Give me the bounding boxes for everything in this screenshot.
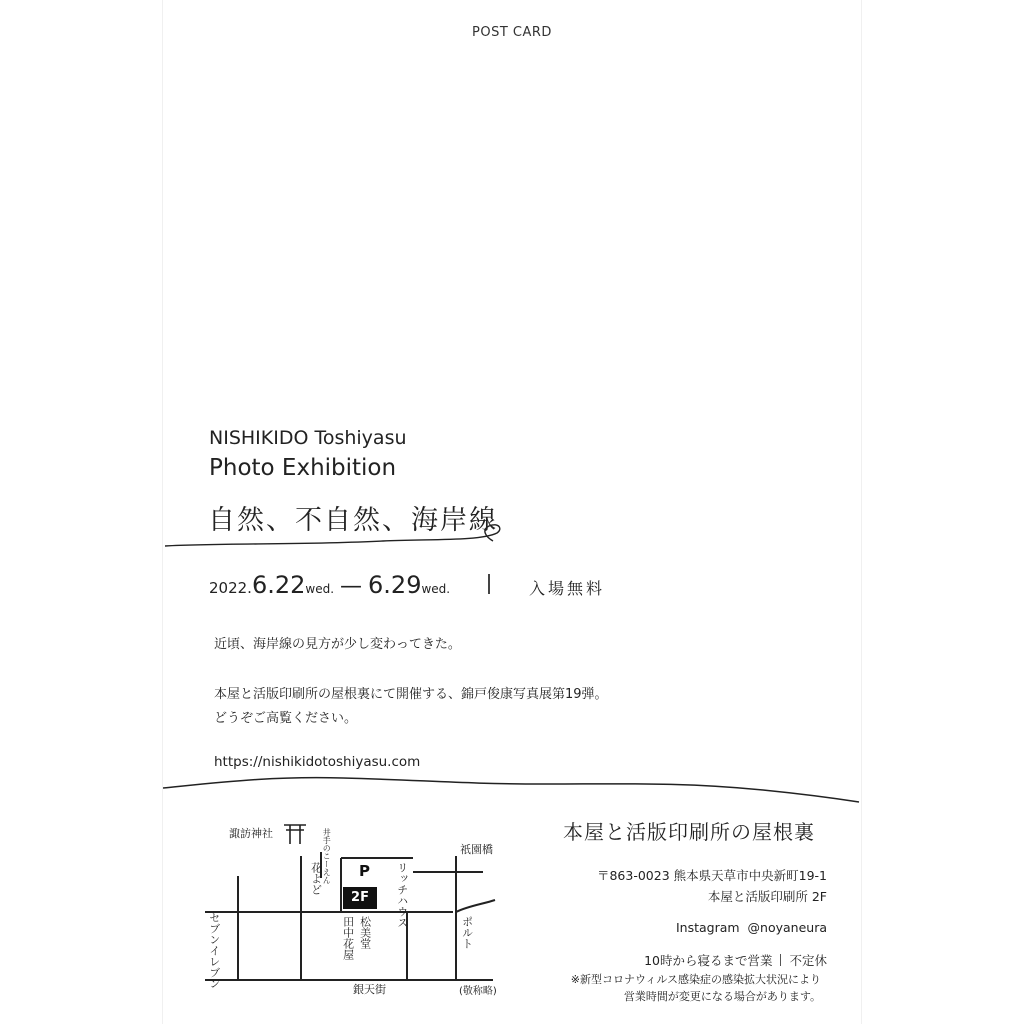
date-start-day: 6.22 — [251, 571, 306, 599]
parking-marker: P — [359, 862, 370, 880]
business-hours-line — [644, 951, 827, 969]
date-separator — [488, 574, 490, 594]
map-label-shoubido: 松美堂 — [358, 916, 372, 949]
map-label-rich-house: リッチハウス — [395, 862, 409, 928]
description-line: 本屋と活版印刷所の屋根裏にて開催する、錦戸俊康写真展第19弾。 — [214, 687, 608, 702]
instagram-handle[interactable]: @noyaneura — [747, 920, 827, 935]
postcard — [163, 0, 861, 1024]
map-label-flower-shop: 花よど — [309, 862, 323, 895]
map-label-gionbashi: 祇園橋 — [460, 843, 493, 856]
closed-days: 不定休 — [789, 953, 827, 968]
admission-free: 入場無料 — [529, 579, 606, 598]
date-dash: — — [340, 574, 363, 599]
venue-floor-marker: 2F — [343, 887, 377, 909]
venue-address: 〒863-0023 熊本県天草市中央新町19-1 — [596, 868, 827, 883]
invitation-line: どうぞご高覧ください。 — [214, 711, 358, 726]
divider-wave-line — [163, 772, 861, 812]
venue-building: 本屋と活版印刷所 2F — [707, 889, 827, 904]
date-start-weekday: wed. — [305, 582, 335, 596]
map-label-tanaka-flower: 田中花屋 — [341, 916, 355, 960]
exhibition-title: 自然、不自然、海岸線 — [208, 505, 498, 536]
covid-notice-line1: ※新型コロナウィルス感染症の感染拡大状況により — [570, 973, 821, 986]
date-end-day: 6.29 — [368, 571, 422, 599]
postcard-label: POST CARD — [472, 25, 552, 40]
date-end-weekday: wed. — [421, 582, 451, 596]
map-label-seven-eleven: セブンイレブン — [207, 912, 221, 989]
exhibition-dates — [209, 571, 450, 599]
intro-line: 近頃、海岸線の見方が少し変わってきた。 — [214, 637, 461, 652]
venue-name: 本屋と活版印刷所の屋根裏 — [563, 820, 815, 844]
map-label-park: 井手のこーえん — [322, 828, 332, 884]
covid-notice-line2: 営業時間が変更になる場合があります。 — [623, 990, 821, 1003]
map-label-ginten-street: 銀天街 — [353, 983, 386, 996]
torii-icon — [284, 825, 306, 844]
hours-separator — [780, 954, 781, 966]
title-wave-line — [163, 515, 503, 555]
instagram-line — [676, 920, 827, 935]
artist-name: NISHIKIDO Toshiyasu — [209, 427, 407, 449]
exhibition-kind: Photo Exhibition — [209, 455, 397, 481]
date-year: 2022. — [209, 579, 252, 597]
map-label-shrine: 諏訪神社 — [229, 827, 273, 840]
instagram-label: Instagram — [675, 920, 740, 935]
website-link[interactable]: https://nishikidotoshiyasu.com — [214, 754, 421, 770]
map-label-honorific: (敬称略) — [459, 986, 497, 997]
map-label-porto: ポルト — [460, 916, 474, 949]
business-hours: 10時から寝るまで営業 — [644, 953, 773, 968]
